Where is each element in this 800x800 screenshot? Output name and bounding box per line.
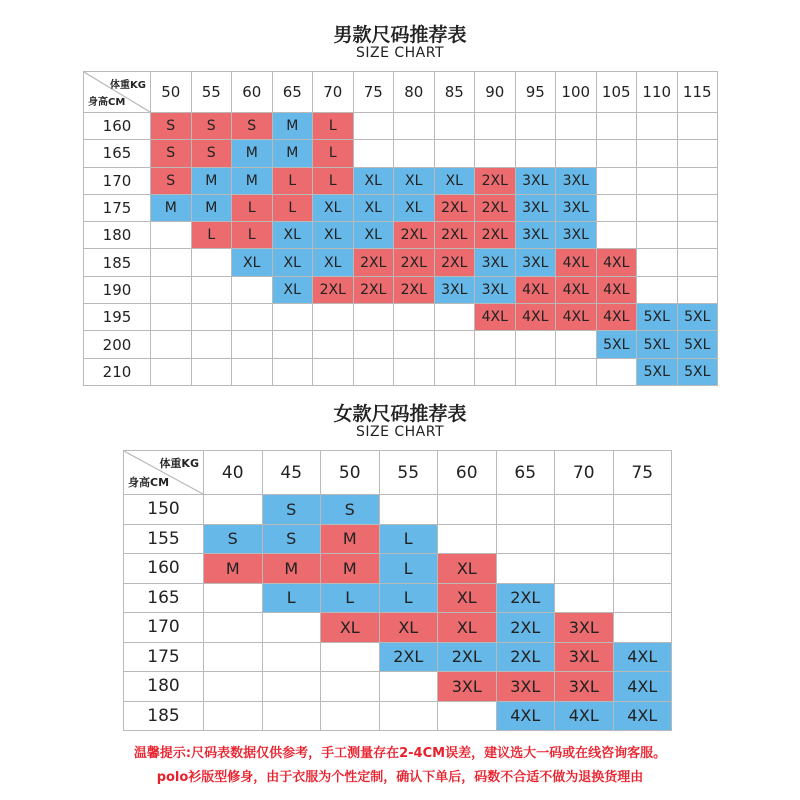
- table-row: [124, 642, 672, 672]
- weight-header: 55: [379, 451, 438, 495]
- size-cell: XL: [353, 194, 394, 221]
- size-cell: 2XL: [434, 249, 475, 276]
- empty-cell: [515, 140, 556, 167]
- size-cell: 4XL: [596, 276, 637, 303]
- weight-header: 110: [637, 72, 678, 113]
- empty-cell: [438, 495, 497, 525]
- table-row: [84, 331, 718, 358]
- size-cell: 5XL: [677, 358, 718, 385]
- size-cell: XL: [438, 554, 497, 584]
- size-cell: L: [313, 113, 354, 140]
- size-cell: 5XL: [637, 304, 678, 331]
- empty-cell: [353, 140, 394, 167]
- empty-cell: [434, 358, 475, 385]
- empty-cell: [677, 194, 718, 221]
- size-cell: 2XL: [394, 222, 435, 249]
- notice-line-1: 温馨提示:尺码表数据仅供参考，手工测量存在2-4CM误差，建议选大一码或在线咨询客服。: [133, 746, 667, 761]
- table-row: [84, 358, 718, 385]
- empty-cell: [515, 358, 556, 385]
- weight-header: 90: [475, 72, 516, 113]
- men-size-table: [83, 71, 718, 386]
- table-row: [84, 276, 718, 303]
- size-cell: 3XL: [496, 672, 555, 702]
- size-cell: 2XL: [353, 276, 394, 303]
- empty-cell: [637, 140, 678, 167]
- empty-cell: [596, 167, 637, 194]
- empty-cell: [613, 524, 672, 554]
- empty-cell: [262, 701, 321, 731]
- size-cell: L: [321, 583, 380, 613]
- height-header: 200: [84, 331, 151, 358]
- empty-cell: [394, 304, 435, 331]
- empty-cell: [475, 331, 516, 358]
- size-cell: M: [321, 554, 380, 584]
- header-row: [84, 72, 718, 113]
- size-cell: 2XL: [475, 194, 516, 221]
- height-axis-label: 身高CM: [88, 97, 126, 108]
- size-cell: L: [313, 167, 354, 194]
- empty-cell: [556, 113, 597, 140]
- corner-cell: [84, 72, 151, 113]
- table-row: [84, 194, 718, 221]
- size-cell: M: [272, 140, 313, 167]
- empty-cell: [555, 524, 614, 554]
- table-row: [84, 249, 718, 276]
- table-row: [84, 140, 718, 167]
- men-chart-subtitle: SIZE CHART: [355, 45, 445, 61]
- size-cell: S: [321, 495, 380, 525]
- size-cell: 4XL: [515, 276, 556, 303]
- size-cell: 3XL: [475, 249, 516, 276]
- empty-cell: [394, 140, 435, 167]
- size-cell: 4XL: [613, 642, 672, 672]
- height-header: 180: [84, 222, 151, 249]
- size-cell: L: [379, 524, 438, 554]
- size-cell: 3XL: [556, 222, 597, 249]
- empty-cell: [596, 113, 637, 140]
- weight-header: 65: [496, 451, 555, 495]
- empty-cell: [353, 358, 394, 385]
- size-cell: 2XL: [353, 249, 394, 276]
- size-cell: XL: [438, 583, 497, 613]
- empty-cell: [515, 113, 556, 140]
- size-cell: 2XL: [475, 222, 516, 249]
- empty-cell: [555, 583, 614, 613]
- empty-cell: [204, 701, 263, 731]
- empty-cell: [321, 672, 380, 702]
- size-cell: 3XL: [555, 642, 614, 672]
- size-cell: 5XL: [637, 358, 678, 385]
- size-cell: M: [262, 554, 321, 584]
- size-cell: 3XL: [438, 672, 497, 702]
- size-cell: XL: [321, 613, 380, 643]
- table-row: [84, 304, 718, 331]
- size-cell: 2XL: [496, 583, 555, 613]
- table-row: [124, 524, 672, 554]
- empty-cell: [379, 701, 438, 731]
- empty-cell: [353, 304, 394, 331]
- empty-cell: [272, 358, 313, 385]
- notice-line-2: polo衫版型修身，由于衣服为个性定制，确认下单后，码数不合适不做为退换货理由: [156, 770, 644, 785]
- size-cell: 3XL: [555, 672, 614, 702]
- size-cell: 4XL: [515, 304, 556, 331]
- empty-cell: [191, 358, 232, 385]
- size-cell: 2XL: [379, 642, 438, 672]
- weight-header: 40: [204, 451, 263, 495]
- empty-cell: [556, 358, 597, 385]
- size-cell: 4XL: [613, 701, 672, 731]
- size-cell: 4XL: [613, 672, 672, 702]
- size-cell: XL: [313, 194, 354, 221]
- empty-cell: [496, 554, 555, 584]
- empty-cell: [613, 613, 672, 643]
- size-cell: S: [204, 524, 263, 554]
- table-row: [84, 222, 718, 249]
- height-header: 165: [124, 583, 204, 613]
- size-cell: 4XL: [556, 249, 597, 276]
- height-header: 170: [124, 613, 204, 643]
- empty-cell: [232, 304, 273, 331]
- corner-cell: [124, 451, 204, 495]
- table-row: [84, 113, 718, 140]
- weight-header: 105: [596, 72, 637, 113]
- size-cell: 5XL: [677, 304, 718, 331]
- size-cell: 2XL: [496, 613, 555, 643]
- weight-header: 65: [272, 72, 313, 113]
- empty-cell: [379, 495, 438, 525]
- size-cell: 2XL: [313, 276, 354, 303]
- empty-cell: [637, 167, 678, 194]
- empty-cell: [232, 276, 273, 303]
- height-header: 160: [124, 554, 204, 584]
- empty-cell: [637, 222, 678, 249]
- size-cell: XL: [272, 249, 313, 276]
- size-cell: 4XL: [475, 304, 516, 331]
- empty-cell: [204, 613, 263, 643]
- height-header: 165: [84, 140, 151, 167]
- size-cell: 3XL: [556, 167, 597, 194]
- size-cell: S: [151, 113, 192, 140]
- women-chart-subtitle: SIZE CHART: [355, 424, 445, 440]
- empty-cell: [394, 358, 435, 385]
- weight-header: 50: [321, 451, 380, 495]
- table-row: [124, 583, 672, 613]
- height-header: 175: [124, 642, 204, 672]
- weight-header: 115: [677, 72, 718, 113]
- empty-cell: [151, 249, 192, 276]
- empty-cell: [475, 140, 516, 167]
- empty-cell: [496, 524, 555, 554]
- empty-cell: [596, 358, 637, 385]
- weight-header: 75: [353, 72, 394, 113]
- size-cell: S: [151, 140, 192, 167]
- height-header: 210: [84, 358, 151, 385]
- size-cell: XL: [232, 249, 273, 276]
- height-axis-label: 身高CM: [128, 476, 170, 489]
- size-cell: S: [232, 113, 273, 140]
- empty-cell: [515, 331, 556, 358]
- size-cell: 2XL: [496, 642, 555, 672]
- empty-cell: [596, 140, 637, 167]
- empty-cell: [151, 222, 192, 249]
- empty-cell: [596, 222, 637, 249]
- empty-cell: [613, 583, 672, 613]
- size-cell: L: [272, 194, 313, 221]
- size-cell: 3XL: [515, 167, 556, 194]
- size-cell: 4XL: [596, 304, 637, 331]
- empty-cell: [596, 194, 637, 221]
- size-cell: 5XL: [637, 331, 678, 358]
- size-cell: 2XL: [434, 194, 475, 221]
- size-cell: 3XL: [515, 222, 556, 249]
- empty-cell: [434, 331, 475, 358]
- height-header: 160: [84, 113, 151, 140]
- empty-cell: [204, 583, 263, 613]
- size-cell: S: [191, 140, 232, 167]
- empty-cell: [677, 249, 718, 276]
- weight-header: 60: [232, 72, 273, 113]
- empty-cell: [272, 304, 313, 331]
- size-cell: XL: [434, 167, 475, 194]
- height-header: 155: [124, 524, 204, 554]
- empty-cell: [262, 613, 321, 643]
- size-cell: 3XL: [556, 194, 597, 221]
- empty-cell: [191, 276, 232, 303]
- empty-cell: [475, 358, 516, 385]
- size-cell: M: [321, 524, 380, 554]
- size-cell: M: [151, 194, 192, 221]
- empty-cell: [496, 495, 555, 525]
- empty-cell: [204, 672, 263, 702]
- height-header: 175: [84, 194, 151, 221]
- empty-cell: [555, 495, 614, 525]
- empty-cell: [637, 194, 678, 221]
- empty-cell: [438, 524, 497, 554]
- size-cell: 4XL: [596, 249, 637, 276]
- empty-cell: [321, 701, 380, 731]
- size-cell: S: [262, 524, 321, 554]
- size-cell: 5XL: [596, 331, 637, 358]
- size-cell: 2XL: [394, 276, 435, 303]
- height-header: 180: [124, 672, 204, 702]
- size-cell: M: [232, 140, 273, 167]
- empty-cell: [394, 331, 435, 358]
- empty-cell: [204, 642, 263, 672]
- size-cell: S: [191, 113, 232, 140]
- empty-cell: [151, 358, 192, 385]
- empty-cell: [204, 495, 263, 525]
- size-cell: 3XL: [515, 249, 556, 276]
- weight-header: 55: [191, 72, 232, 113]
- weight-header: 75: [613, 451, 672, 495]
- women-size-table: [123, 450, 672, 731]
- empty-cell: [379, 672, 438, 702]
- size-cell: 2XL: [475, 167, 516, 194]
- empty-cell: [262, 672, 321, 702]
- size-cell: 2XL: [394, 249, 435, 276]
- notice-text: [0, 742, 800, 790]
- size-cell: XL: [272, 222, 313, 249]
- size-cell: M: [204, 554, 263, 584]
- empty-cell: [313, 304, 354, 331]
- empty-cell: [394, 113, 435, 140]
- empty-cell: [434, 113, 475, 140]
- size-cell: L: [262, 583, 321, 613]
- empty-cell: [353, 113, 394, 140]
- size-cell: 3XL: [434, 276, 475, 303]
- size-cell: 4XL: [556, 276, 597, 303]
- empty-cell: [232, 331, 273, 358]
- weight-header: 80: [394, 72, 435, 113]
- empty-cell: [677, 113, 718, 140]
- empty-cell: [191, 249, 232, 276]
- men-chart-title: 男款尺码推荐表: [333, 24, 467, 46]
- empty-cell: [151, 304, 192, 331]
- empty-cell: [151, 331, 192, 358]
- size-cell: 2XL: [434, 222, 475, 249]
- weight-header: 100: [556, 72, 597, 113]
- empty-cell: [191, 331, 232, 358]
- weight-header: 95: [515, 72, 556, 113]
- weight-header: 60: [438, 451, 497, 495]
- empty-cell: [151, 276, 192, 303]
- size-cell: XL: [353, 222, 394, 249]
- size-cell: L: [191, 222, 232, 249]
- empty-cell: [677, 276, 718, 303]
- women-chart-title: 女款尺码推荐表: [333, 403, 467, 425]
- size-cell: XL: [313, 249, 354, 276]
- empty-cell: [321, 642, 380, 672]
- size-cell: 2XL: [438, 642, 497, 672]
- empty-cell: [434, 304, 475, 331]
- size-cell: XL: [353, 167, 394, 194]
- weight-header: 85: [434, 72, 475, 113]
- size-cell: 3XL: [475, 276, 516, 303]
- size-cell: M: [191, 167, 232, 194]
- header-row: [124, 451, 672, 495]
- height-header: 185: [124, 701, 204, 731]
- size-cell: L: [272, 167, 313, 194]
- empty-cell: [677, 140, 718, 167]
- empty-cell: [353, 331, 394, 358]
- size-cell: M: [191, 194, 232, 221]
- height-header: 150: [124, 495, 204, 525]
- empty-cell: [313, 331, 354, 358]
- empty-cell: [438, 701, 497, 731]
- table-row: [124, 672, 672, 702]
- height-header: 195: [84, 304, 151, 331]
- size-cell: 5XL: [677, 331, 718, 358]
- size-cell: M: [232, 167, 273, 194]
- table-row: [124, 554, 672, 584]
- size-cell: 4XL: [556, 304, 597, 331]
- size-cell: M: [272, 113, 313, 140]
- weight-axis-label: 体重KG: [159, 457, 199, 470]
- empty-cell: [677, 167, 718, 194]
- size-cell: XL: [313, 222, 354, 249]
- weight-header: 50: [151, 72, 192, 113]
- empty-cell: [637, 113, 678, 140]
- size-cell: 3XL: [555, 613, 614, 643]
- empty-cell: [637, 249, 678, 276]
- size-cell: XL: [272, 276, 313, 303]
- size-cell: XL: [379, 613, 438, 643]
- empty-cell: [613, 495, 672, 525]
- empty-cell: [232, 358, 273, 385]
- size-cell: S: [151, 167, 192, 194]
- empty-cell: [556, 331, 597, 358]
- empty-cell: [313, 358, 354, 385]
- weight-header: 45: [262, 451, 321, 495]
- table-row: [124, 495, 672, 525]
- weight-axis-label: 体重KG: [110, 80, 146, 91]
- height-header: 185: [84, 249, 151, 276]
- size-cell: 4XL: [555, 701, 614, 731]
- height-header: 190: [84, 276, 151, 303]
- size-cell: L: [232, 222, 273, 249]
- empty-cell: [475, 113, 516, 140]
- empty-cell: [262, 642, 321, 672]
- size-cell: 3XL: [515, 194, 556, 221]
- table-row: [124, 613, 672, 643]
- size-cell: S: [262, 495, 321, 525]
- size-cell: XL: [394, 167, 435, 194]
- weight-header: 70: [555, 451, 614, 495]
- size-cell: XL: [438, 613, 497, 643]
- empty-cell: [555, 554, 614, 584]
- empty-cell: [677, 222, 718, 249]
- size-cell: 4XL: [496, 701, 555, 731]
- empty-cell: [556, 140, 597, 167]
- empty-cell: [191, 304, 232, 331]
- table-row: [84, 167, 718, 194]
- size-cell: L: [313, 140, 354, 167]
- empty-cell: [637, 276, 678, 303]
- size-cell: L: [232, 194, 273, 221]
- height-header: 170: [84, 167, 151, 194]
- size-cell: XL: [394, 194, 435, 221]
- weight-header: 70: [313, 72, 354, 113]
- empty-cell: [272, 331, 313, 358]
- table-row: [124, 701, 672, 731]
- empty-cell: [613, 554, 672, 584]
- size-cell: L: [379, 554, 438, 584]
- empty-cell: [434, 140, 475, 167]
- size-cell: L: [379, 583, 438, 613]
